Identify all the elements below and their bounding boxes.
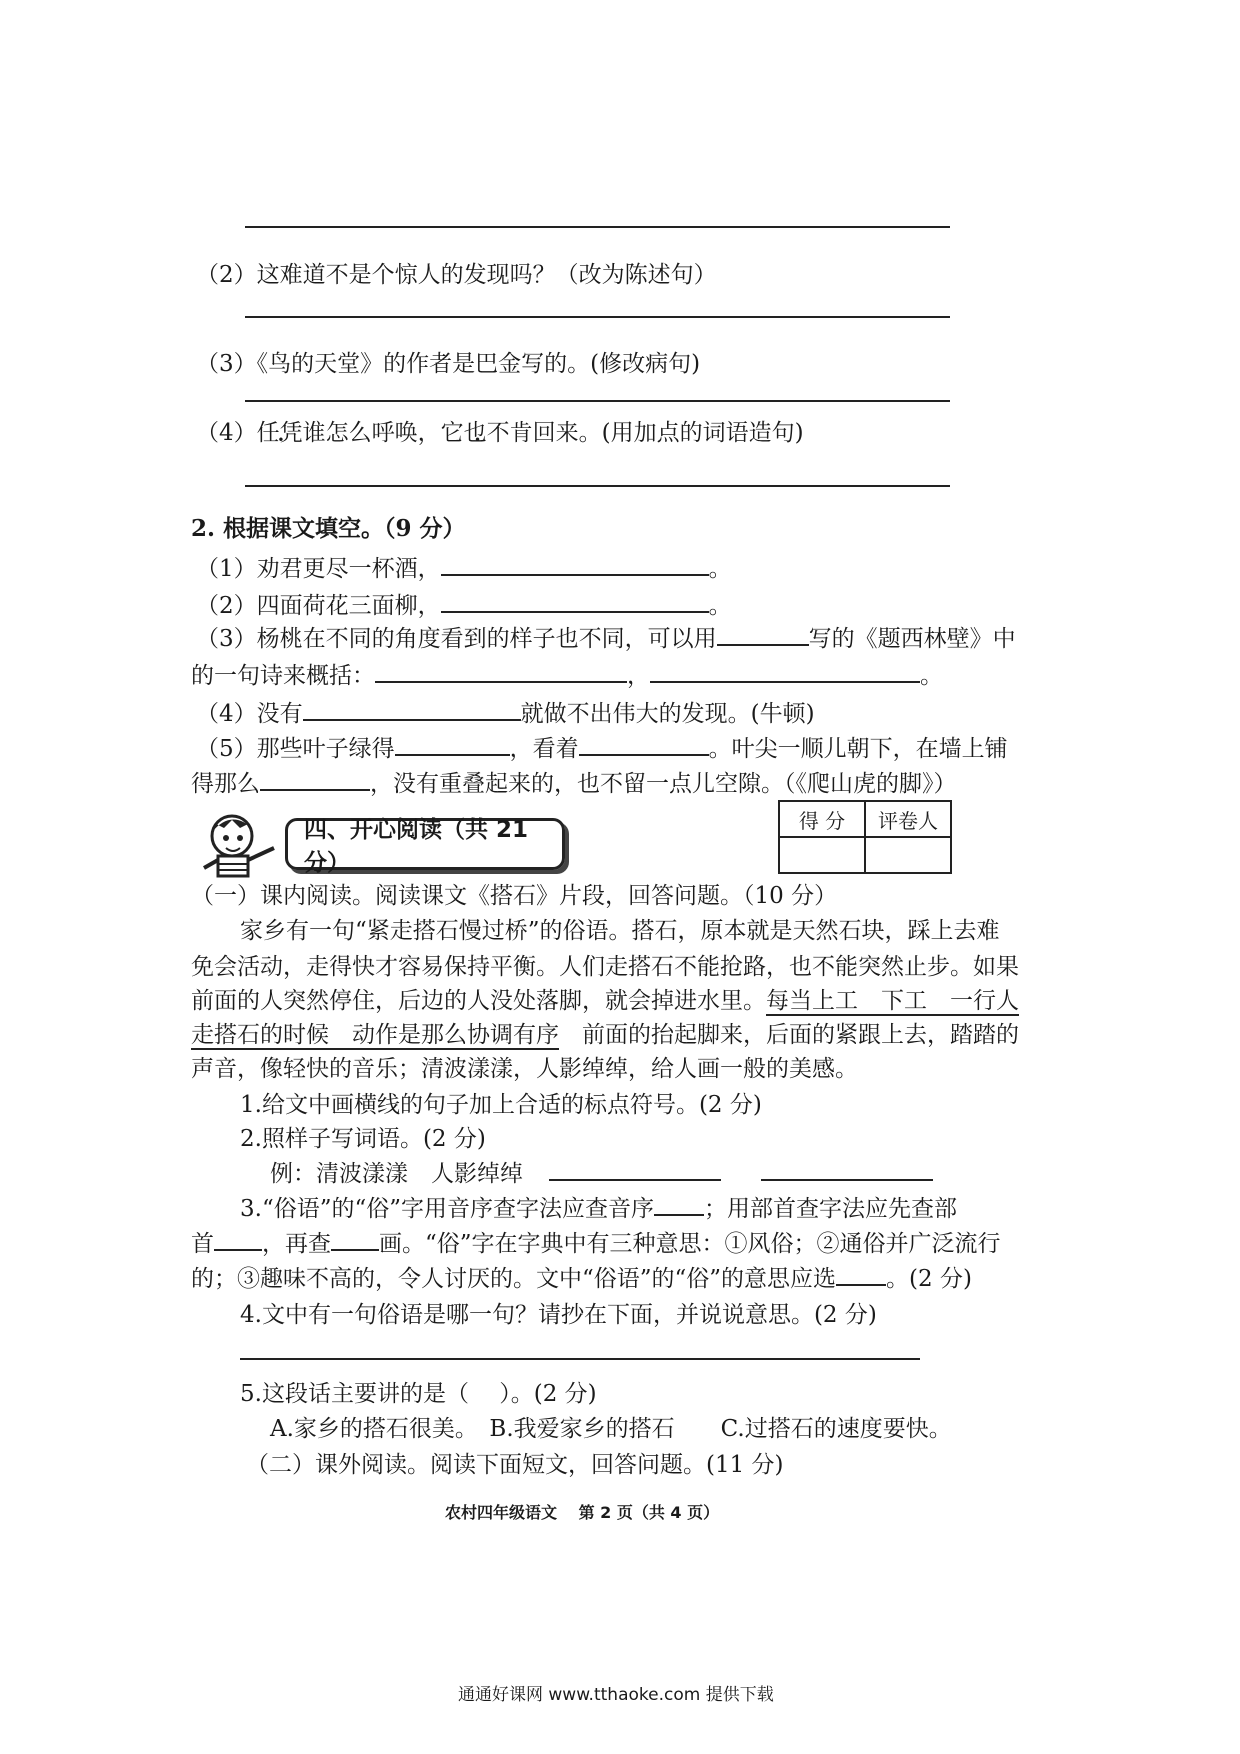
score-header: 得 分	[779, 801, 865, 837]
item-text: 得那么	[191, 771, 260, 797]
fill-blank[interactable]	[650, 658, 920, 683]
item-text: ，看着	[509, 736, 579, 762]
fill-blank[interactable]	[549, 1156, 721, 1181]
item-text: 。叶尖一顺儿朝下，在墙上铺	[708, 736, 1008, 762]
passage-text: 前面的人突然停住，后边的人没处落脚，就会掉进水里。	[191, 988, 766, 1014]
question	[191, 1225, 1001, 1258]
fill-blank[interactable]	[836, 1261, 886, 1286]
fill-blank[interactable]	[654, 1191, 704, 1216]
item-text: 谁怎么呼唤，它	[302, 420, 464, 446]
passage-line	[191, 1016, 1019, 1049]
question-item: （2）这难道不是个惊人的发现吗？（改为陈述句）	[196, 262, 717, 288]
poem-text: （1）劝君更尽一杯酒，	[196, 556, 441, 582]
fill-blank[interactable]	[331, 1226, 379, 1251]
question-text: 的；③趣味不高的，令人讨厌的。文中“俗语”的“俗”的意思应选	[191, 1266, 837, 1292]
dotted-word: 也	[463, 420, 487, 446]
answer-line	[240, 1358, 920, 1360]
score-cell[interactable]	[779, 837, 865, 873]
page-footer: 农村四年级语文 第 2 页（共 4 页）	[445, 1503, 720, 1522]
example-words: 例：清波漾漾 人影绰绰	[270, 1161, 523, 1187]
fill-line	[196, 587, 732, 620]
punct: 。	[708, 593, 732, 619]
fill-blank[interactable]	[303, 696, 521, 721]
fill-blank[interactable]	[441, 551, 709, 576]
section-title: 2. 根据课文填空。（9 分）	[191, 515, 466, 542]
passage-line: 声音，像轻快的音乐；清波漾漾，人影绰绰，给人画一般的美感。	[191, 1056, 858, 1082]
fill-line	[191, 765, 957, 798]
item-text: （4）没有	[196, 701, 303, 727]
fill-blank[interactable]	[717, 621, 809, 646]
question	[191, 1260, 972, 1293]
fill-blank[interactable]	[761, 1156, 933, 1181]
reading-title: （一）课内阅读。阅读课文《搭石》片段，回答问题。（10 分）	[191, 883, 838, 909]
passage-line	[191, 982, 1019, 1015]
fill-line	[196, 695, 815, 728]
question: 5.这段话主要讲的是（ ）。(2 分)	[240, 1381, 597, 1407]
passage-text: 前面的抬起脚来，后面的紧跟上去，踏踏的	[559, 1022, 1019, 1048]
poem-text: （2）四面荷花三面柳，	[196, 593, 441, 619]
item-text: 就做不出伟大的发现。(牛顿)	[520, 701, 815, 727]
fill-line	[196, 550, 732, 583]
example-line	[270, 1155, 933, 1188]
answer-line	[245, 485, 950, 487]
fill-blank[interactable]	[395, 731, 510, 756]
underlined-sentence: 走搭石的时候 动作是那么协调有序	[191, 1022, 559, 1048]
question-text: 。(2 分)	[886, 1266, 972, 1292]
fill-line	[196, 620, 1016, 653]
score-table	[778, 800, 952, 874]
fill-line	[191, 657, 943, 690]
item-text: 写的《题西林壁》中	[808, 626, 1016, 652]
question-text: ；用部首查字法应先查部	[703, 1196, 957, 1222]
grader-cell[interactable]	[865, 837, 951, 873]
fill-blank[interactable]	[214, 1226, 262, 1251]
item-number: （4）	[196, 420, 257, 446]
download-credit: 通通好课网 www.tthaoke.com 提供下载	[458, 1685, 774, 1705]
passage-line: 家乡有一句“紧走搭石慢过桥”的俗语。搭石，原本就是天然石块，踩上去难	[240, 918, 1000, 944]
question: 4.文中有一句俗语是哪一句？请抄在下面，并说说意思。(2 分)	[240, 1302, 877, 1328]
grader-header: 评卷人	[865, 801, 951, 837]
answer-line	[245, 400, 950, 402]
question-text: 画。“俗”字在字典中有三种意思：①风俗；②通俗并广泛流行	[379, 1231, 1001, 1257]
passage-line: 免会活动，走得快才容易保持平衡。人们走搭石不能抢路，也不能突然止步。如果	[191, 954, 1019, 980]
question-item	[196, 414, 804, 447]
question-text: 3.“俗语”的“俗”字用音序查字法应查音序	[240, 1196, 654, 1222]
section-banner: 四、开心阅读（共 21 分）	[285, 818, 565, 870]
item-text: 的一句诗来概括：	[191, 663, 375, 689]
question: 1.给文中画横线的句子加上合适的标点符号。(2 分)	[240, 1092, 762, 1118]
reading-title: （二）课外阅读。阅读下面短文，回答问题。(11 分)	[246, 1452, 784, 1478]
question	[240, 1190, 957, 1223]
dotted-word: 任凭	[256, 420, 303, 446]
question-text: 首	[191, 1231, 214, 1257]
question-text: ，再查	[262, 1231, 331, 1257]
question-item: （3）《鸟的天堂》的作者是巴金写的。(修改病句)	[196, 351, 701, 377]
punct: 。	[920, 663, 943, 689]
underlined-sentence: 每当上工 下工 一行人	[766, 988, 1019, 1014]
punct: 。	[708, 556, 732, 582]
fill-blank[interactable]	[260, 766, 370, 791]
punct: ，	[627, 663, 650, 689]
fill-blank[interactable]	[579, 731, 709, 756]
item-text: 不肯回来。(用加点的词语造句)	[486, 420, 804, 446]
question: 2.照样子写词语。(2 分)	[240, 1126, 486, 1152]
fill-blank[interactable]	[375, 658, 627, 683]
fill-line	[196, 730, 1008, 763]
answer-line	[245, 226, 950, 228]
item-text: ，没有重叠起来的，也不留一点儿空隙。（《爬山虎的脚》）	[370, 771, 957, 797]
item-text: （3）杨桃在不同的角度看到的样子也不同，可以用	[196, 626, 717, 652]
answer-options: A.家乡的搭石很美。 B.我爱家乡的搭石 C.过搭石的速度要快。	[270, 1416, 952, 1442]
item-text: （5）那些叶子绿得	[196, 736, 395, 762]
mascot-icon	[196, 808, 286, 880]
fill-blank[interactable]	[441, 588, 709, 613]
answer-line	[245, 316, 950, 318]
